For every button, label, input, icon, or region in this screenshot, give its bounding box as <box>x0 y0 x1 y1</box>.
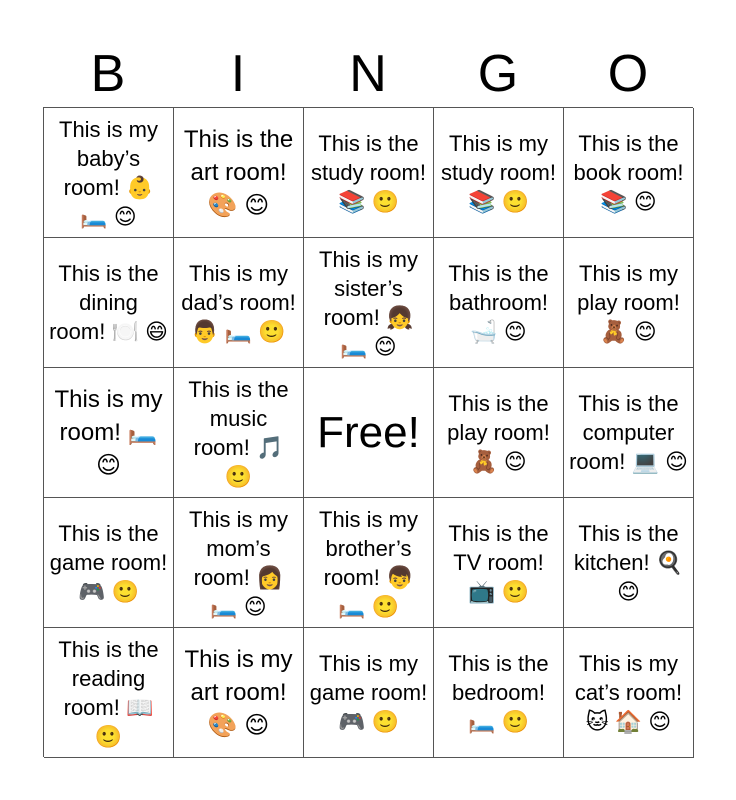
bingo-cell-r1-c2[interactable] <box>174 108 304 238</box>
bingo-cell-text: This is my game room! 🎮 🙂 <box>309 651 428 734</box>
bingo-cell-text: This is my mom’s room! 👩 🛏️ 😊 <box>189 506 288 619</box>
bingo-cell-r5-c3[interactable] <box>304 628 434 758</box>
bingo-cell-r1-c5[interactable] <box>564 108 694 238</box>
bingo-cell-r3-c1[interactable] <box>44 368 174 498</box>
header-letter-g: G <box>477 45 519 103</box>
bingo-cell-text: This is my art room! 🎨 😊 <box>184 646 293 739</box>
bingo-cell-r2-c3[interactable] <box>304 238 434 368</box>
header-letter-o: O <box>607 45 649 103</box>
bingo-cell-text: This is the art room! 🎨 😊 <box>183 126 294 219</box>
bingo-cell-r4-c1[interactable] <box>44 498 174 628</box>
header-letter-i: I <box>230 45 246 103</box>
bingo-cell-r5-c5[interactable] <box>564 628 694 758</box>
bingo-cell-free[interactable] <box>304 368 434 498</box>
bingo-cell-text: This is my play room! 🧸 😊 <box>577 261 680 344</box>
bingo-cell-r4-c3[interactable] <box>304 498 434 628</box>
header-letter-n: N <box>349 45 387 103</box>
bingo-cell-r4-c2[interactable] <box>174 498 304 628</box>
bingo-cell-text: This is my cat’s room! 🐱 🏠 😊 <box>574 651 683 734</box>
bingo-cell-text: This is my study room! 📚 🙂 <box>441 131 556 214</box>
bingo-cell-text: This is my baby’s room! 👶 🛏️ 😊 <box>59 116 158 229</box>
bingo-cell-text: This is the kitchen! 🍳 😊 <box>573 521 684 604</box>
bingo-cell-text: This is the bathroom! 🛁 😊 <box>448 261 549 344</box>
bingo-cell-r2-c1[interactable] <box>44 238 174 368</box>
bingo-cell-text: This is the computer room! 💻 😊 <box>569 391 688 474</box>
bingo-cell-r3-c2[interactable] <box>174 368 304 498</box>
bingo-cell-text: This is the music room! 🎵 🙂 <box>188 376 289 489</box>
bingo-cell-r1-c3[interactable] <box>304 108 434 238</box>
bingo-cell-r5-c1[interactable] <box>44 628 174 758</box>
bingo-cell-r3-c4[interactable] <box>434 368 564 498</box>
bingo-cell-text: This is my brother’s room! 👦 🛏️ 🙂 <box>319 506 418 619</box>
bingo-cell-r4-c4[interactable] <box>434 498 564 628</box>
bingo-cell-r1-c4[interactable] <box>434 108 564 238</box>
bingo-cell-r2-c5[interactable] <box>564 238 694 368</box>
bingo-cell-text: This is my sister’s room! 👧 🛏️ 😊 <box>319 246 418 359</box>
bingo-cell-text: This is the bedroom! 🛏️ 🙂 <box>448 651 549 734</box>
bingo-cell-text: This is the book room! 📚 😊 <box>573 131 684 214</box>
bingo-cell-r5-c4[interactable] <box>434 628 564 758</box>
bingo-cell-r2-c2[interactable] <box>174 238 304 368</box>
bingo-cell-r5-c2[interactable] <box>174 628 304 758</box>
free-space-label: Free! <box>317 407 420 457</box>
bingo-cell-r1-c1[interactable] <box>44 108 174 238</box>
bingo-card-grid <box>43 107 693 757</box>
bingo-cell-r3-c5[interactable] <box>564 368 694 498</box>
bingo-cell-text: This is the dining room! 🍽️ 😄 <box>49 261 168 344</box>
header-letter-b: B <box>90 45 126 103</box>
bingo-cell-r2-c4[interactable] <box>434 238 564 368</box>
bingo-header <box>43 40 693 108</box>
bingo-cell-text: This is the study room! 📚 🙂 <box>311 131 426 214</box>
bingo-cell-text: This is the TV room! 📺 🙂 <box>448 521 549 604</box>
bingo-cell-text: This is the play room! 🧸 😊 <box>447 391 550 474</box>
bingo-cell-text: This is the reading room! 📖 🙂 <box>58 636 159 749</box>
bingo-cell-text: This is my room! 🛏️ 😊 <box>54 386 163 479</box>
bingo-cell-r4-c5[interactable] <box>564 498 694 628</box>
bingo-cell-text: This is my dad’s room! 👨 🛏️ 🙂 <box>181 261 296 344</box>
bingo-cell-text: This is the game room! 🎮 🙂 <box>49 521 168 604</box>
